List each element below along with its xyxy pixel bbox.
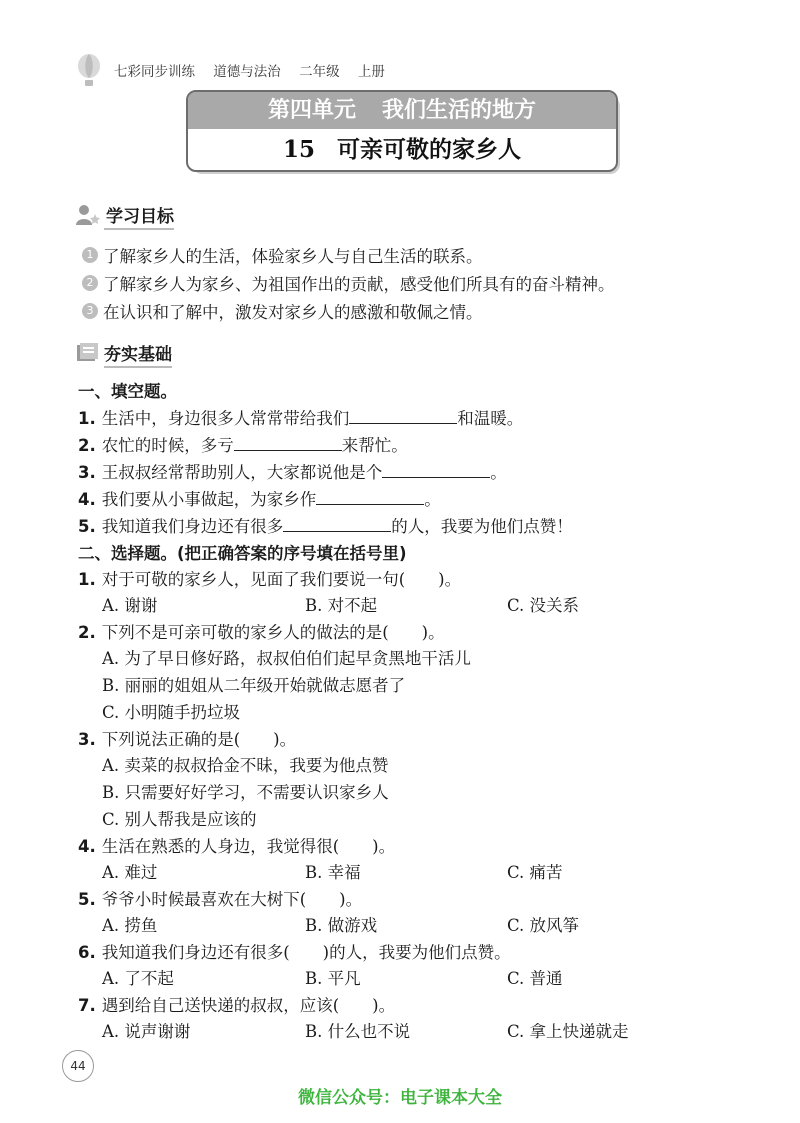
lesson-title [188,129,616,170]
answer-blank[interactable] [283,517,391,532]
option-b: B. 只需要好好学习，不需要认识家乡人 [102,783,389,802]
choice-question-5 [78,886,362,910]
question-number: 1. [78,409,96,428]
question-text-end: 。 [490,463,507,482]
question-stem: 生活在熟悉的人身边，我觉得很( )。 [101,837,396,856]
question-text: 农忙的时候，多亏 [101,436,234,455]
question-number: 4. [78,490,96,509]
option-a: A. 为了早日修好路，叔叔伯伯们起早贪黑地干活儿 [102,649,471,668]
goal-number: 1 [82,247,98,263]
basics-heading-text: 夯实基础 [104,345,172,365]
question-number: 1. [78,570,96,589]
header-grade: 二年级 [299,64,340,80]
option-c: C. 别人帮我是应该的 [102,810,257,829]
question-stem: 遇到给自己送快递的叔叔，应该( )。 [101,996,396,1015]
question-text-end: 来帮忙。 [341,436,408,455]
question-text-end: 的人，我要为他们点赞！ [391,517,573,536]
fill-question-2 [78,432,408,456]
option-c: C. 没关系 [507,596,580,615]
choice-question-6 [78,939,511,963]
question-number: 4. [78,837,96,856]
fill-section-title: 一、填空题。 [78,382,177,401]
question-text: 生活中，身边很多人常常带给我们 [101,409,350,428]
goals-heading-text: 学习目标 [106,207,174,227]
question-number: 6. [78,943,96,962]
answer-blank[interactable] [382,463,490,478]
lesson-name: 可亲可敬的家乡人 [337,136,521,163]
answer-blank[interactable] [349,409,457,424]
goal-number: 3 [82,303,98,319]
question-number: 2. [78,623,96,642]
fill-question-3 [78,459,507,483]
question-number: 5. [78,890,96,909]
page-header [74,52,399,88]
question-text: 我知道我们身边还有很多 [101,517,284,536]
goal-text: 了解家乡人为家乡、为祖国作出的贡献，感受他们所具有的奋斗精神。 [103,275,615,294]
fill-question-1 [78,405,523,429]
unit-label: 第四单元 [267,97,356,123]
option-c: C. 普通 [507,969,563,988]
goal-item [82,271,615,295]
unit-title [188,92,616,129]
choice-question-7 [78,992,395,1016]
question-text: 我们要从小事做起，为家乡作 [101,490,317,509]
option-b: B. 做游戏 [305,916,378,935]
question-number: 3. [78,463,96,482]
header-subject: 道德与法治 [213,64,281,80]
question-text-end: 和温暖。 [457,409,524,428]
option-a: A. 卖菜的叔叔拾金不昧，我要为他点赞 [102,756,389,775]
choice-question-1 [78,566,461,590]
basics-heading [76,340,172,365]
goal-item [82,243,483,267]
question-stem: 下列说法正确的是( )。 [101,730,297,749]
fill-question-5 [78,513,573,537]
unit-name: 我们生活的地方 [382,97,537,123]
goal-item [82,299,483,323]
question-stem: 爷爷小时候最喜欢在大树下( )。 [101,890,363,909]
choice-question-2 [78,619,445,643]
goal-text: 在认识和了解中，激发对家乡人的感激和敬佩之情。 [103,303,483,322]
book-icon [76,343,98,363]
question-stem: 下列不是可亲可敬的家乡人的做法的是( )。 [101,623,445,642]
people-star-icon [76,204,100,226]
question-number: 7. [78,996,96,1015]
answer-blank[interactable] [234,436,342,451]
option-a: A. 说声谢谢 [102,1022,191,1041]
question-text: 王叔叔经常帮助别人，大家都说他是个 [101,463,383,482]
fill-question-4 [78,486,441,510]
choice-question-3 [78,726,296,750]
question-number: 3. [78,730,96,749]
footer-watermark: 微信公众号：电子课本大全 [298,1088,502,1108]
option-b: B. 什么也不说 [305,1022,411,1041]
option-b: B. 对不起 [305,596,378,615]
option-b: B. 幸福 [305,863,361,882]
option-a: A. 谢谢 [102,596,158,615]
option-c: C. 放风筝 [507,916,580,935]
option-a: A. 了不起 [102,969,174,988]
option-b: B. 丽丽的姐姐从二年级开始就做志愿者了 [102,676,406,695]
header-volume: 上册 [357,64,385,80]
question-stem: 对于可敬的家乡人，见面了我们要说一句( )。 [101,570,462,589]
header-series: 七彩同步训练 [114,64,195,80]
choice-question-4 [78,833,395,857]
question-stem: 我知道我们身边还有很多( )的人，我要为他们点赞。 [101,943,511,962]
question-number: 5. [78,517,96,536]
question-number: 2. [78,436,96,455]
option-c: C. 痛苦 [507,863,563,882]
goal-text: 了解家乡人的生活，体验家乡人与自己生活的联系。 [103,247,483,266]
lesson-number: 15 [282,136,315,163]
answer-blank[interactable] [316,490,424,505]
question-text-end: 。 [424,490,441,509]
option-b: B. 平凡 [305,969,361,988]
option-c: C. 拿上快递就走 [507,1022,629,1041]
lesson-title-box [186,90,618,172]
goals-heading [76,202,174,227]
option-a: A. 难过 [102,863,158,882]
goal-number: 2 [82,275,98,291]
option-c: C. 小明随手扔垃圾 [102,703,241,722]
page-number: 44 [62,1050,94,1082]
balloon-logo-icon [74,53,104,87]
choice-section-title: 二、选择题。(把正确答案的序号填在括号里) [78,544,407,563]
option-a: A. 捞鱼 [102,916,158,935]
